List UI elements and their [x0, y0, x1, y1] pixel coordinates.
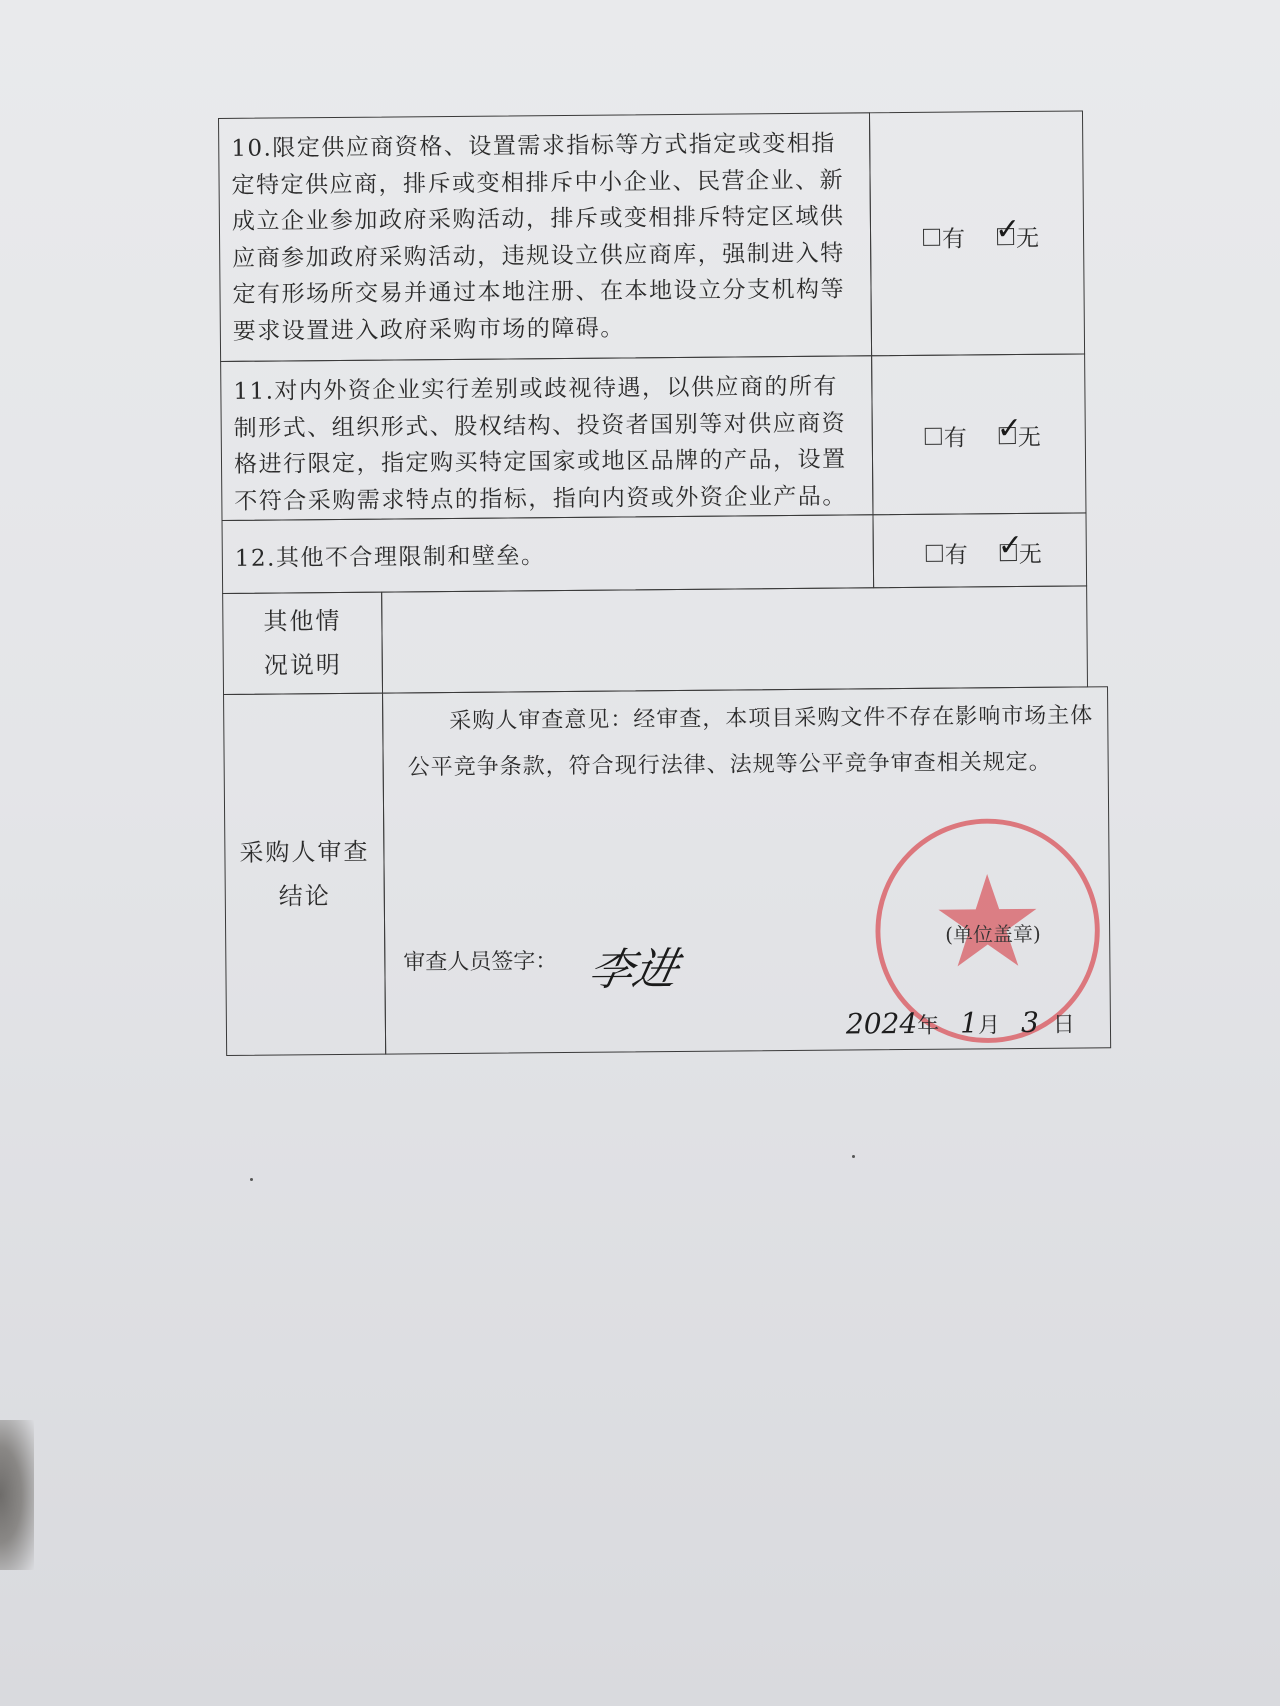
other-label-cell [222, 592, 383, 695]
conclusion-label: 采购人审查结论 [239, 837, 370, 911]
checkmark-icon: ✓ [994, 212, 1021, 248]
dust-speck [852, 1155, 855, 1158]
review-opinion: 采购人审查意见：经审查，本项目采购文件不存在影响市场主体公平竞争条款，符合现行法律、法规等公平竞争审查相关规定。 [407, 703, 1094, 781]
item-12-option-yes[interactable]: 有 [926, 536, 968, 569]
checkmark-icon: ✓ [997, 527, 1024, 564]
item-11-option-no[interactable]: ✓ 无 [996, 410, 1041, 452]
item-10-text-cell [218, 112, 872, 362]
checkbox-checked-icon[interactable] [996, 410, 1023, 447]
other-label: 其他情况说明 [263, 606, 342, 680]
other-content-cell[interactable] [381, 585, 1088, 693]
item-12-text: 12.其他不合理限制和壁垒。 [234, 543, 546, 572]
dust-speck [250, 1178, 253, 1181]
item-11-option-yes[interactable]: 有 [925, 419, 967, 452]
checkbox-checked-icon[interactable] [997, 527, 1024, 564]
review-date: 2024年 1月 3 日 [845, 1005, 1075, 1041]
checkbox-empty-icon[interactable] [925, 428, 942, 445]
seal-note: (单位盖章) [945, 921, 1041, 947]
checkbox-empty-icon[interactable] [926, 545, 943, 562]
conclusion-content-cell [382, 686, 1111, 1054]
checkmark-icon: ✓ [996, 410, 1023, 447]
item-11-text: 11.对内外资企业实行差别或歧视待遇，以供应商的所有制形式、组织形式、股权结构、投资者国别等对供应商资格进行限定，指定购买特定国家或地区品牌的产品，设置不符合采购需求特点的指标，指向内资或外资企业产品。 [233, 373, 847, 515]
item-10-text: 10.限定供应商资格、设置需求指标等方式指定或变相指定特定供应商，排斥或变相排斥中小企业、民营企业、新成立企业参加政府采购活动，排斥或变相排斥特定区域供应商参加政府采购活动，违规设立供应商库，强制进入特定有形场所交易并通过本地注册、在本地设立分支机构等要求设置进入政府采购市场的障碍。 [231, 130, 846, 345]
item-11-text-cell [220, 355, 873, 521]
checkbox-checked-icon[interactable] [994, 212, 1021, 248]
review-form [218, 110, 1197, 1138]
item-12-choice-cell [872, 512, 1087, 588]
item-10-option-yes[interactable]: 有 [923, 220, 965, 253]
signer-label: 审查人员签字： [403, 949, 558, 976]
finger-shadow [0, 1420, 34, 1570]
item-12-option-no[interactable]: ✓ 无 [997, 527, 1042, 569]
checkbox-empty-icon[interactable] [923, 229, 940, 246]
item-11-choice-cell [871, 353, 1086, 515]
handwritten-signature: 李进 [584, 943, 683, 996]
conclusion-label-cell [223, 693, 386, 1056]
item-10-option-no[interactable]: ✓ 无 [994, 212, 1040, 253]
item-12-text-cell [222, 514, 875, 594]
item-10-choice-cell [869, 110, 1085, 356]
